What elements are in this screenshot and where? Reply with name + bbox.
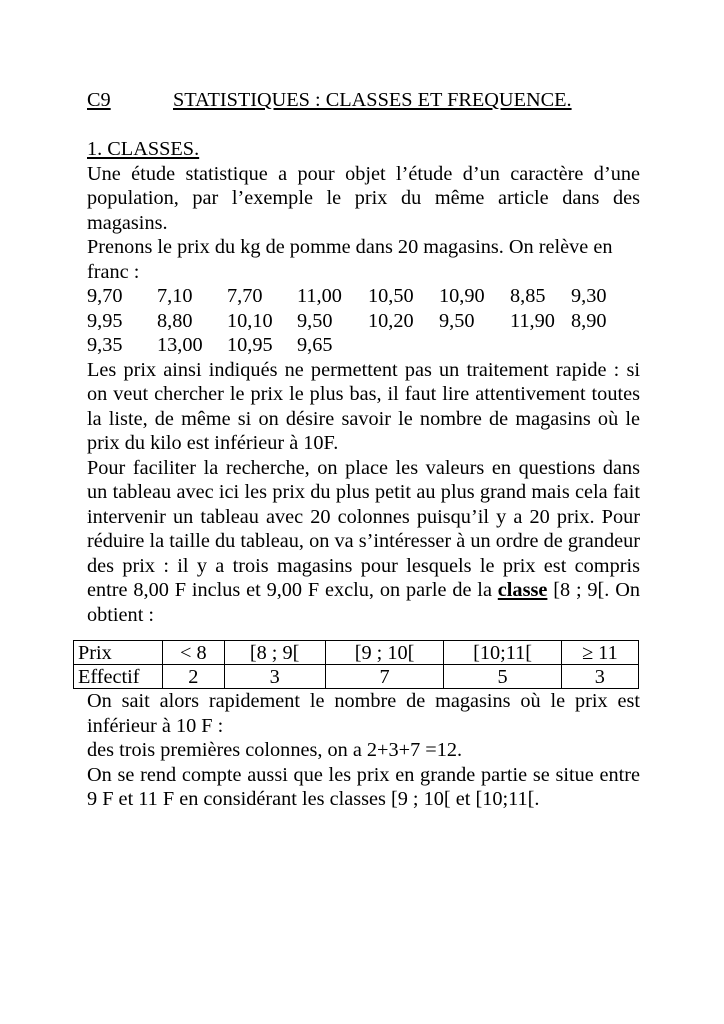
price-value: 10,20 <box>368 309 414 332</box>
price-value: 10,50 <box>368 285 414 307</box>
price-value: 9,30 <box>571 285 607 307</box>
price-value: 9,35 <box>87 334 123 356</box>
price-value: 9,70 <box>87 285 123 307</box>
class-cell: [8 ; 9[ <box>224 641 325 665</box>
price-value: 7,70 <box>227 285 263 307</box>
price-value: 10,95 <box>227 334 273 356</box>
count-cell: 7 <box>325 665 444 689</box>
price-list <box>87 284 640 358</box>
table-row-label: Effectif <box>74 665 163 689</box>
section-heading: 1. CLASSES. <box>87 138 200 160</box>
page-title <box>87 88 640 113</box>
price-value: 11,90 <box>510 309 555 332</box>
count-cell: 5 <box>444 665 561 689</box>
paragraph-classes <box>87 456 640 628</box>
price-value: 11,00 <box>297 285 342 307</box>
paragraph-prices-intro: Prenons le prix du kg de pomme dans 20 magasins. On relève en franc : <box>87 236 613 283</box>
price-value: 13,00 <box>157 334 203 356</box>
chapter-title: STATISTIQUES : CLASSES ET FREQUENCE. <box>173 89 572 111</box>
paragraph-conclusion-2: des trois premières colonnes, on a 2+3+7 =12. <box>87 739 463 761</box>
paragraph-classes-text: Pour faciliter la recherche, on place les valeurs en questions dans un tableau avec ici les prix du plus petit au plus grand mais cela fait intervenir un tableau avec 20 colonnes puisqu’il y a 20 prix. Pour réduire la taille du tableau, on va s’intéresser à un ordre de grandeur des prix : il y a trois magasins pour lesquels le prix est compris entre 8,00 F inclus et 9,00 F exclu, on parle de la <box>87 456 640 601</box>
chapter-code: C9 <box>87 89 111 111</box>
table-row-label: Prix <box>74 641 163 665</box>
paragraph-conclusion-1: On sait alors rapidement le nombre de magasins où le prix est inférieur à 10 F : <box>87 690 640 737</box>
paragraph-intro: Une étude statistique a pour objet l’étude d’un caractère d’une population, par l’exemple le prix du même article dans des magasins. <box>87 162 640 234</box>
table-row <box>74 665 639 689</box>
paragraph-problem: Les prix ainsi indiqués ne permettent pas un traitement rapide : si on veut chercher le prix le plus bas, il faut lire attentivement toutes la liste, de même si on désire savoir le nombre de magasins où le prix du kilo est inférieur à 10F. <box>87 358 640 454</box>
paragraph-classes-end: [8 ; 9[. On obtient : <box>87 579 641 626</box>
class-cell: < 8 <box>163 641 225 665</box>
price-value: 9,50 <box>297 309 333 332</box>
price-value: 8,80 <box>157 309 193 332</box>
price-value: 8,85 <box>510 285 546 307</box>
price-value: 7,10 <box>157 285 193 307</box>
class-cell: [10;11[ <box>444 641 561 665</box>
keyword-classe: classe <box>497 579 548 601</box>
class-cell: [9 ; 10[ <box>325 641 444 665</box>
price-value: 8,90 <box>571 309 607 332</box>
document-page <box>78 88 641 812</box>
frequency-table <box>73 640 639 689</box>
price-value: 9,65 <box>297 334 333 356</box>
price-value: 10,10 <box>227 309 273 332</box>
price-value: 10,90 <box>439 285 485 307</box>
class-cell: ≥ 11 <box>561 641 638 665</box>
price-value: 9,95 <box>87 309 123 332</box>
count-cell: 3 <box>561 665 638 689</box>
table-row <box>74 641 639 665</box>
price-value: 9,50 <box>439 309 475 332</box>
paragraph-conclusion-3: On se rend compte aussi que les prix en grande partie se situe entre 9 F et 11 F en considérant les classes [9 ; 10[ et [10;11[. <box>87 763 640 810</box>
count-cell: 3 <box>224 665 325 689</box>
count-cell: 2 <box>163 665 225 689</box>
